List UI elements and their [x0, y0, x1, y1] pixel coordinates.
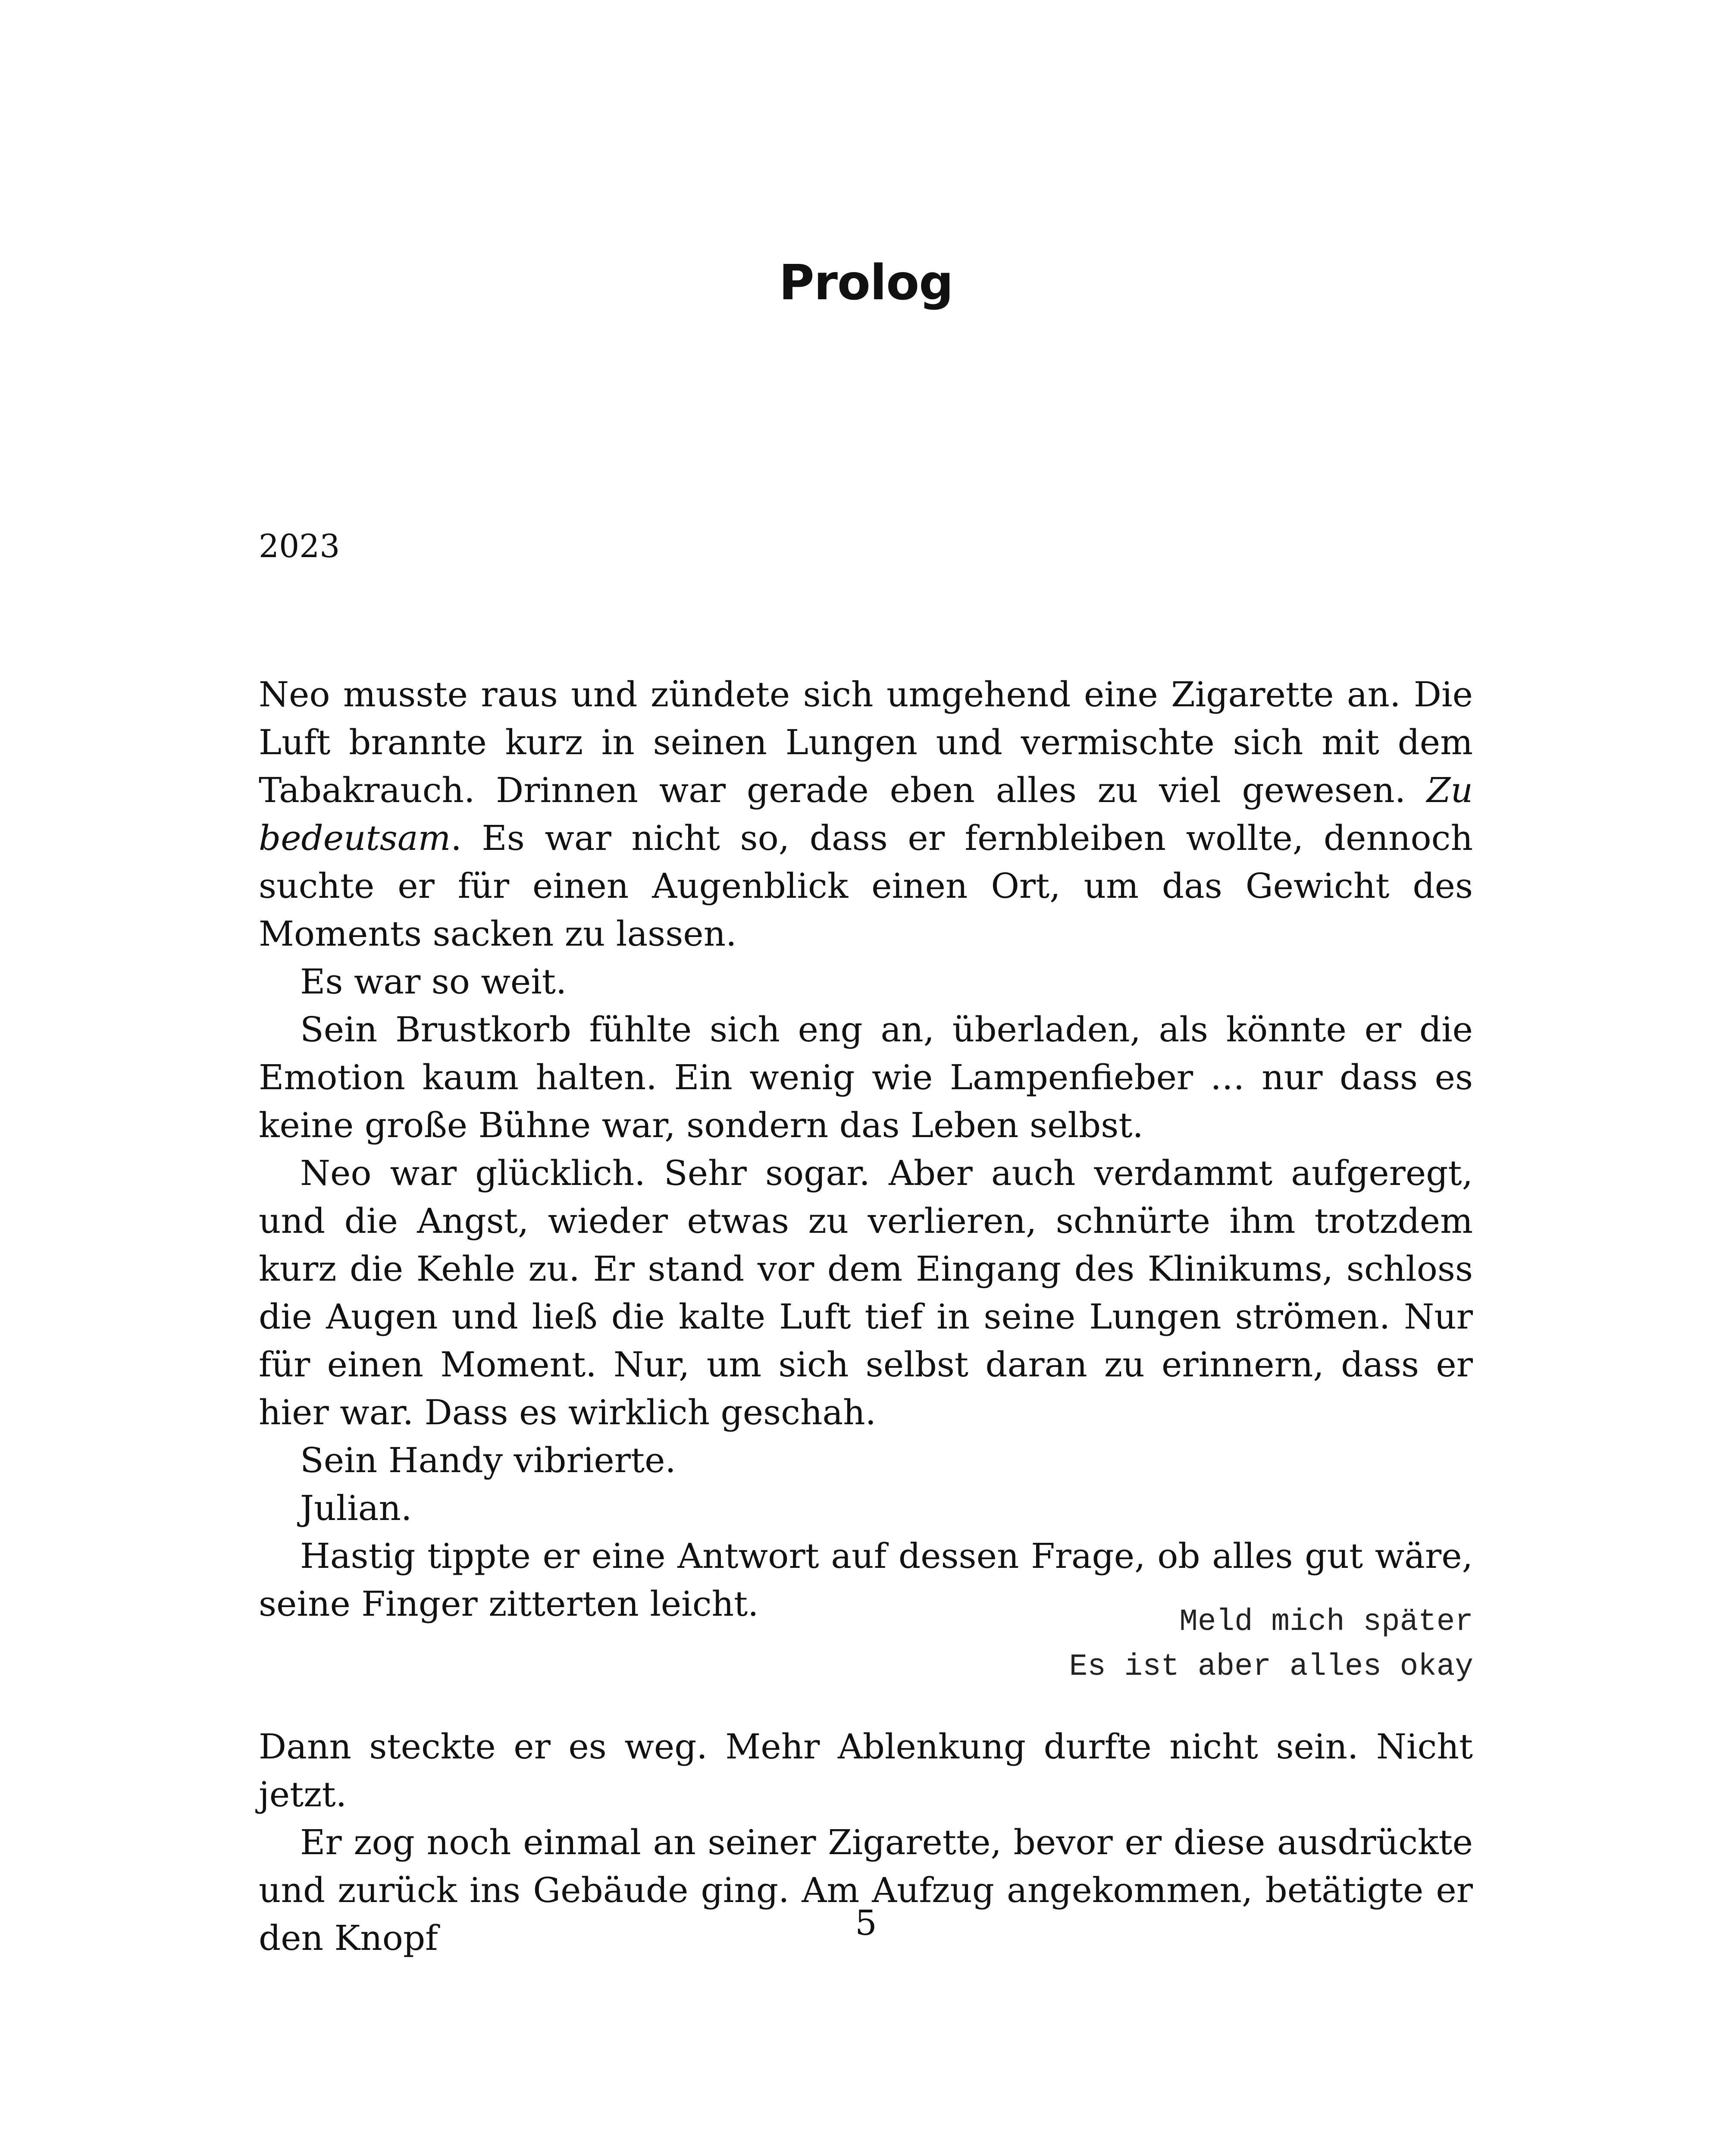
text-message-line: Meld mich später — [1179, 1605, 1473, 1639]
paragraph: Julian. — [300, 1488, 412, 1528]
body-text-upper — [259, 671, 1473, 1628]
paragraph-text: . Es war nicht so, dass er fernbleiben wollte, dennoch suchte er für einen Augenblick einen Ort, um das Gewicht des Moments sacken zu lassen. — [259, 818, 1473, 954]
chapter-year: 2023 — [259, 528, 340, 565]
paragraph: Neo war glücklich. Sehr sogar. Aber auch verdammt aufgeregt, und die Angst, wieder etwas zu verlieren, schnürte ihm trotzdem kurz die Kehle zu. Er stand vor dem Eingang des Klinikums, schloss die Augen und ließ die kalte Luft tief in seine Lungen strömen. Nur für einen Moment. Nur, um sich selbst daran zu erinnern, dass er hier war. Dass es wirklich geschah. — [259, 1153, 1473, 1432]
text-message-block — [1069, 1600, 1473, 1689]
page-number: 5 — [855, 1903, 877, 1943]
paragraph: Dann steckte er es weg. Mehr Ablenkung durfte nicht sein. Nicht jetzt. — [259, 1727, 1473, 1814]
paragraph: Sein Brustkorb fühlte sich eng an, überladen, als könnte er die Emotion kaum halten. Ein wenig wie Lampenfieber … nur dass es keine große Bühne war, sondern das Leben selbst. — [259, 1009, 1473, 1145]
chapter-title: Prolog — [779, 255, 953, 311]
paragraph: Er zog noch einmal an seiner Zigarette, bevor er diese ausdrückte und zurück ins Gebäude ging. Am Aufzug angekommen, betätigte er den Knopf — [259, 1822, 1473, 1958]
paragraph-text: Neo musste raus und zündete sich umgehend eine Zigarette an. Die Luft brannte kurz in seinen Lungen und vermischte sich mit dem Tabakrauch. Drinnen war gerade eben alles zu viel gewesen. — [259, 674, 1473, 810]
text-message-line: Es ist aber alles okay — [1069, 1650, 1473, 1684]
emphasized-text: Zu bedeutsam — [259, 770, 1473, 858]
paragraph: Es war so weit. — [300, 962, 567, 1002]
paragraph: Sein Handy vibrierte. — [300, 1440, 676, 1480]
paragraph: Hastig tippte er eine Antwort auf dessen Frage, ob alles gut wäre, seine Finger zitterten leicht. — [259, 1536, 1473, 1624]
paragraph — [259, 671, 1473, 958]
